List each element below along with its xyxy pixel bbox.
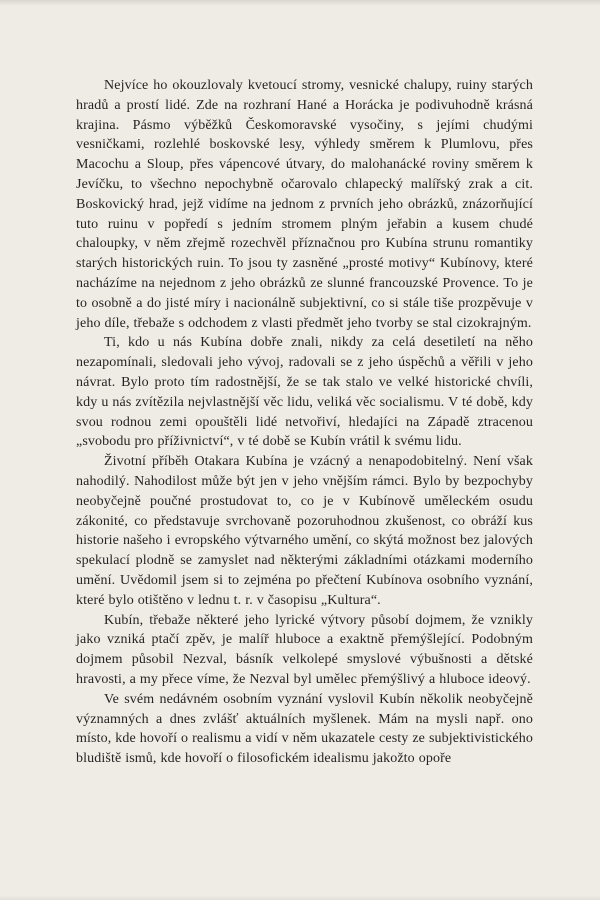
body-text	[76, 76, 533, 769]
paragraph: Ve svém nedávném osobním vyznání vyslovil Kubín několik neobyčejně významných a dnes zvlášť aktuálních myšlenek. Mám na mysli např. ono místo, kde hovoří o realismu a vidí v něm ukazatele cesty ze subjektivistického bludiště ismů, kde hovoří o filosofickém idealismu jakožto opoře	[76, 691, 533, 767]
paragraph: Ti, kdo u nás Kubína dobře znali, nikdy za celá desetiletí na něho nezapomínali, sledovali jeho vývoj, radovali se z jeho úspěchů a věřili v jeho návrat. Bylo proto tím radostnější, že se tak stalo ve velké historické chvíli, kdy u nás zvítězila nejvlastnější věc lidu, veliká věc socialismu. V té době, kdy svou rodnou zemi opouštěli lidé netvořiví, hledajíci na Západě ztracenou „svobodu pro příživnictví“, v té době se Kubín vrátil k svému lidu.	[76, 335, 533, 450]
paragraph: Nejvíce ho okouzlovaly kvetoucí stromy, vesnické chalupy, ruiny starých hradů a prostí lidé. Zde na rozhraní Hané a Horácka je podivuhodně krásná krajina. Pásmo výběžků Českomoravské vysočiny, s jejími chudými vesničkami, rozlehlé boskovské lesy, výhledy směrem k Plumlovu, přes Macochu a Sloup, přes vápencové útvary, do malohanácké roviny směrem k Jevíčku, to všechno nepochybně očarovalo chlapecký malířský zrak a cit. Boskovický hrad, jejž vidíme na jednom z prvních jeho obrázků, znázorňující tuto ruinu v popředí s jedním stromem plným jeřabin a kusem chudé chaloupky, v něm zřejmě rozechvěl příznačnou pro Kubína strunu romantiky starých historických ruin. To jsou ty zasněné „prosté motivy“ Kubínovy, které nacházíme na nejednom z jeho obrázků ze slunné francouzské Provence. To je to osobně a do jisté míry i nacionálně subjektivní, co si stále tiše prozpěvuje v jeho díle, třebaže s odchodem z vlasti předmět jeho tvorby se stal cizokrajným.	[76, 78, 533, 331]
paragraph: Životní příběh Otakara Kubína je vzácný a nenapodobitelný. Není však nahodilý. Nahodilost může být jen v jeho vnějším rámci. Bylo by bezpochyby neobyčejně poučné prostudovat to, co je v Kubínově uměleckém osudu zákonité, co představuje svrchovaně pozoruhodnou zkušenost, co obráží kus historie našeho i evropského výtvarného umění, co skýtá možnost bez jalových spekulací plodně se zamyslet nad některými základními otázkami moderního umění. Uvědomil jsem si to zejména po přečtení Kubínova osobního vyznání, které bylo otištěno v lednu t. r. v časopisu „Kultura“.	[76, 454, 533, 608]
paragraph: Kubín, třebaže některé jeho lyrické výtvory působí dojmem, že vznikly jako vzniká ptačí zpěv, je malíř hluboce a exaktně přemýšlející. Podobným dojmem působil Nezval, básník velkolepé smyslové výbušnosti a dětské hravosti, a my přece víme, že Nezval byl umělec přemýšlivý a hluboce ideový.	[76, 612, 533, 687]
